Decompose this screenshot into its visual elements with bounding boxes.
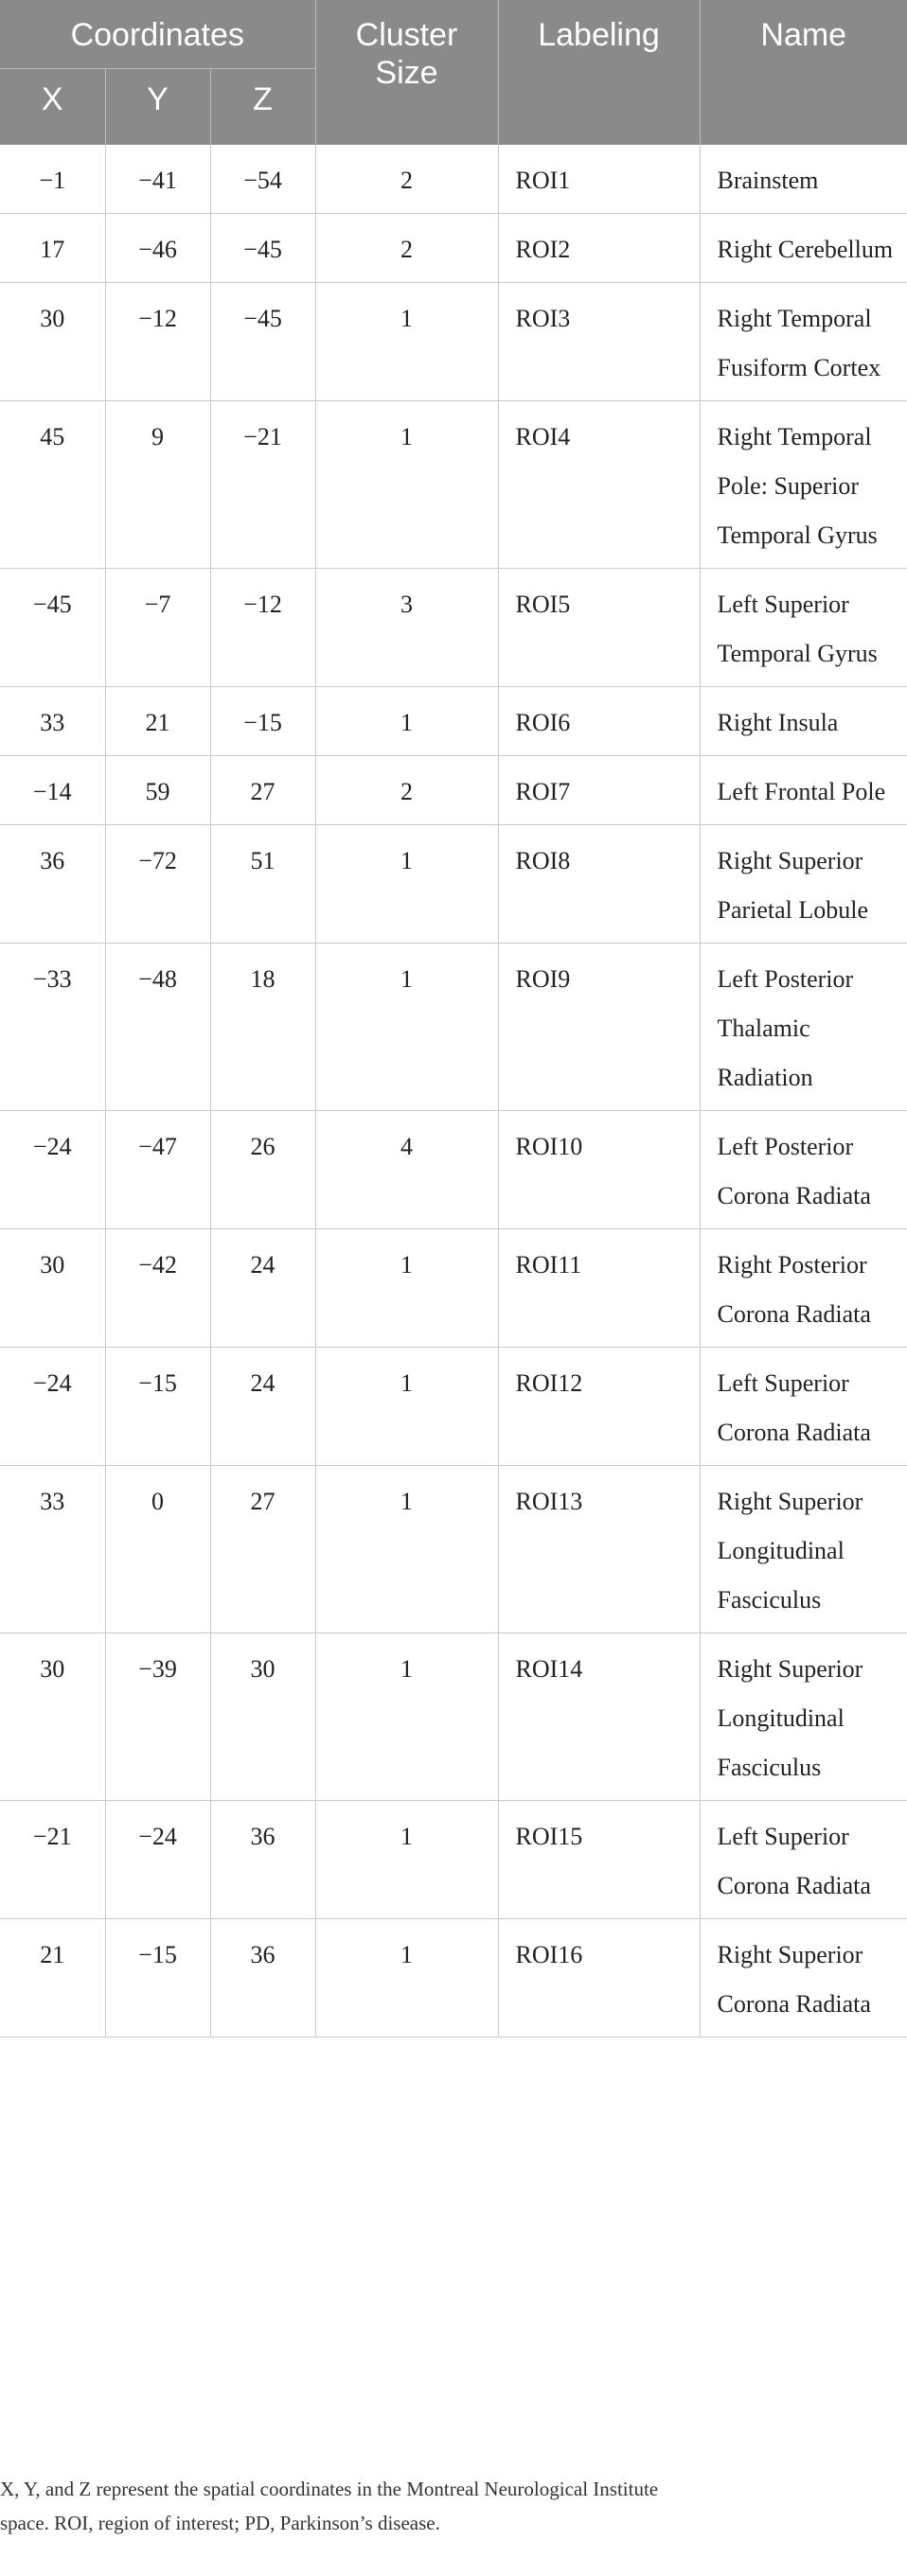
table-row bbox=[0, 283, 907, 401]
table-row bbox=[0, 569, 907, 687]
footnote-line-2: space. ROI, region of interest; PD, Parkinson’s disease. bbox=[0, 2512, 440, 2534]
cell-z: 36 bbox=[210, 1801, 315, 1919]
cell-x: −21 bbox=[0, 1801, 105, 1919]
table-row bbox=[0, 825, 907, 944]
cell-name: Brainstem bbox=[700, 145, 907, 214]
cell-z: −15 bbox=[210, 687, 315, 756]
cell-z: −45 bbox=[210, 214, 315, 283]
cell-z: 36 bbox=[210, 1919, 315, 2038]
cell-y: −15 bbox=[105, 1348, 210, 1466]
cell-y: 21 bbox=[105, 687, 210, 756]
cell-x: −24 bbox=[0, 1111, 105, 1229]
cell-labeling: ROI8 bbox=[498, 825, 700, 944]
cluster-size-header-line1: Cluster bbox=[355, 17, 458, 53]
cell-labeling: ROI11 bbox=[498, 1229, 700, 1348]
table-row bbox=[0, 1919, 907, 2038]
cell-y: 59 bbox=[105, 756, 210, 825]
cell-cluster-size: 1 bbox=[315, 1919, 498, 2038]
table-body bbox=[0, 145, 907, 2038]
y-header: Y bbox=[105, 69, 210, 146]
cell-y: 0 bbox=[105, 1466, 210, 1633]
cell-x: 21 bbox=[0, 1919, 105, 2038]
footnote-line-1: X, Y, and Z represent the spatial coordinates in the Montreal Neurological Institute bbox=[0, 2478, 659, 2500]
cell-name: Right Superior Parietal Lobule bbox=[700, 825, 907, 944]
table-row bbox=[0, 1229, 907, 1348]
cell-x: −33 bbox=[0, 944, 105, 1111]
cell-y: 9 bbox=[105, 401, 210, 569]
cell-x: −14 bbox=[0, 756, 105, 825]
cell-name: Right Posterior Corona Radiata bbox=[700, 1229, 907, 1348]
table-row bbox=[0, 214, 907, 283]
cell-cluster-size: 1 bbox=[315, 944, 498, 1111]
cell-cluster-size: 2 bbox=[315, 145, 498, 214]
table-row bbox=[0, 1466, 907, 1633]
cell-labeling: ROI4 bbox=[498, 401, 700, 569]
z-header: Z bbox=[210, 69, 315, 146]
cell-name: Right Temporal Pole: Superior Temporal Gyrus bbox=[700, 401, 907, 569]
cell-z: −21 bbox=[210, 401, 315, 569]
cell-labeling: ROI9 bbox=[498, 944, 700, 1111]
cell-name: Right Cerebellum bbox=[700, 214, 907, 283]
cell-cluster-size: 1 bbox=[315, 1801, 498, 1919]
cell-z: 26 bbox=[210, 1111, 315, 1229]
table-footnote bbox=[0, 2472, 907, 2540]
cell-name: Right Superior Longitudinal Fasciculus bbox=[700, 1633, 907, 1801]
cell-labeling: ROI1 bbox=[498, 145, 700, 214]
cell-x: 33 bbox=[0, 687, 105, 756]
table-row bbox=[0, 687, 907, 756]
cell-z: −45 bbox=[210, 283, 315, 401]
cluster-size-header bbox=[315, 0, 498, 145]
cell-name: Left Frontal Pole bbox=[700, 756, 907, 825]
cell-y: −47 bbox=[105, 1111, 210, 1229]
cell-y: −72 bbox=[105, 825, 210, 944]
cell-name: Left Superior Corona Radiata bbox=[700, 1348, 907, 1466]
cell-x: 30 bbox=[0, 283, 105, 401]
cell-cluster-size: 1 bbox=[315, 283, 498, 401]
cell-name: Left Superior Temporal Gyrus bbox=[700, 569, 907, 687]
cell-z: −12 bbox=[210, 569, 315, 687]
name-header-label: Name bbox=[760, 17, 847, 53]
cell-cluster-size: 1 bbox=[315, 401, 498, 569]
cell-x: 17 bbox=[0, 214, 105, 283]
cell-cluster-size: 4 bbox=[315, 1111, 498, 1229]
cell-labeling: ROI15 bbox=[498, 1801, 700, 1919]
cell-x: 33 bbox=[0, 1466, 105, 1633]
table-row bbox=[0, 145, 907, 214]
cluster-size-header-line2: Size bbox=[375, 55, 438, 91]
cell-cluster-size: 1 bbox=[315, 1229, 498, 1348]
cell-cluster-size: 1 bbox=[315, 825, 498, 944]
table-row bbox=[0, 944, 907, 1111]
cell-name: Right Insula bbox=[700, 687, 907, 756]
name-header bbox=[700, 0, 907, 145]
coordinates-header: Coordinates bbox=[0, 0, 315, 69]
table-row bbox=[0, 1801, 907, 1919]
cell-cluster-size: 1 bbox=[315, 1466, 498, 1633]
table-row bbox=[0, 1633, 907, 1801]
cell-x: −1 bbox=[0, 145, 105, 214]
cell-labeling: ROI7 bbox=[498, 756, 700, 825]
cell-name: Left Posterior Thalamic Radiation bbox=[700, 944, 907, 1111]
cell-labeling: ROI6 bbox=[498, 687, 700, 756]
cell-z: 24 bbox=[210, 1229, 315, 1348]
cell-z: 51 bbox=[210, 825, 315, 944]
cell-y: −39 bbox=[105, 1633, 210, 1801]
cell-labeling: ROI5 bbox=[498, 569, 700, 687]
cell-x: −45 bbox=[0, 569, 105, 687]
cell-y: −24 bbox=[105, 1801, 210, 1919]
cell-y: −7 bbox=[105, 569, 210, 687]
cell-cluster-size: 2 bbox=[315, 756, 498, 825]
cell-z: 27 bbox=[210, 1466, 315, 1633]
cell-labeling: ROI3 bbox=[498, 283, 700, 401]
cell-x: 36 bbox=[0, 825, 105, 944]
cell-name: Right Superior Corona Radiata bbox=[700, 1919, 907, 2038]
cell-y: −42 bbox=[105, 1229, 210, 1348]
cell-labeling: ROI14 bbox=[498, 1633, 700, 1801]
cell-cluster-size: 1 bbox=[315, 687, 498, 756]
cell-name: Right Temporal Fusiform Cortex bbox=[700, 283, 907, 401]
cell-name: Left Posterior Corona Radiata bbox=[700, 1111, 907, 1229]
cell-y: −46 bbox=[105, 214, 210, 283]
labeling-header: Labeling bbox=[498, 0, 700, 145]
cell-name: Right Superior Longitudinal Fasciculus bbox=[700, 1466, 907, 1633]
cell-labeling: ROI2 bbox=[498, 214, 700, 283]
cell-y: −48 bbox=[105, 944, 210, 1111]
cell-z: 18 bbox=[210, 944, 315, 1111]
cell-y: −15 bbox=[105, 1919, 210, 2038]
cell-x: 30 bbox=[0, 1633, 105, 1801]
table-row bbox=[0, 1111, 907, 1229]
cell-y: −41 bbox=[105, 145, 210, 214]
cell-x: 30 bbox=[0, 1229, 105, 1348]
table-row bbox=[0, 401, 907, 569]
x-header: X bbox=[0, 69, 105, 146]
cell-x: −24 bbox=[0, 1348, 105, 1466]
cell-cluster-size: 1 bbox=[315, 1348, 498, 1466]
cell-z: −54 bbox=[210, 145, 315, 214]
cell-z: 30 bbox=[210, 1633, 315, 1801]
table-row bbox=[0, 756, 907, 825]
cell-labeling: ROI16 bbox=[498, 1919, 700, 2038]
cell-z: 24 bbox=[210, 1348, 315, 1466]
cell-labeling: ROI10 bbox=[498, 1111, 700, 1229]
cell-x: 45 bbox=[0, 401, 105, 569]
cell-labeling: ROI12 bbox=[498, 1348, 700, 1466]
cell-z: 27 bbox=[210, 756, 315, 825]
cell-name: Left Superior Corona Radiata bbox=[700, 1801, 907, 1919]
table-row bbox=[0, 1348, 907, 1466]
cell-cluster-size: 3 bbox=[315, 569, 498, 687]
cell-y: −12 bbox=[105, 283, 210, 401]
cell-labeling: ROI13 bbox=[498, 1466, 700, 1633]
table-header bbox=[0, 0, 907, 145]
cell-cluster-size: 2 bbox=[315, 214, 498, 283]
cell-cluster-size: 1 bbox=[315, 1633, 498, 1801]
